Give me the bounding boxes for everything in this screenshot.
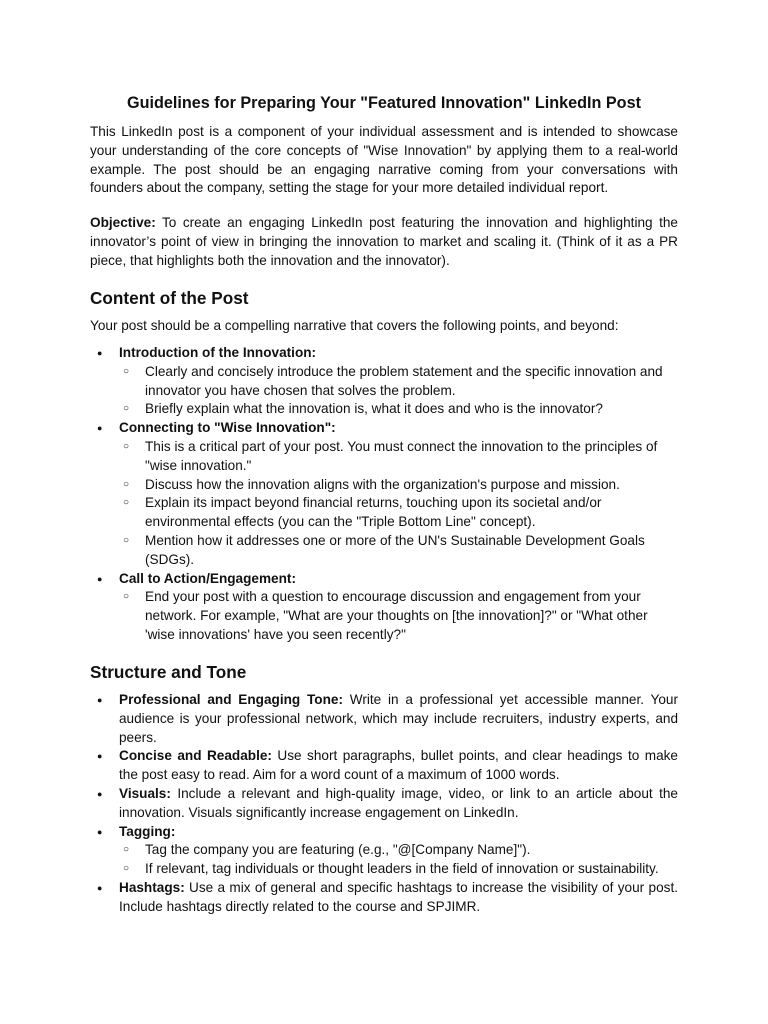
- structure-item-text: Include a relevant and high-quality image, video, or link to an article about the innovation. Visuals significantly increase engagement on LinkedIn.: [119, 785, 678, 820]
- structure-item-text: Use a mix of general and specific hashtags to increase the visibility of your post. Include hashtags directly related to the course and SPJIMR.: [119, 879, 678, 914]
- intro-paragraph: This LinkedIn post is a component of your individual assessment and is intended to showcase your understanding of the core concepts of "Wise Innovation" by applying them to a real-world example. The post should be an engaging narrative coming from your conversations with founders about the company, setting the stage for your more detailed individual report.: [90, 124, 678, 196]
- content-subitem: ○ This is a critical part of your post. You must connect the innovation to the principles of "wise innovation.": [119, 438, 678, 476]
- structure-item-text: Use short paragraphs, bullet points, and clear headings to make the post easy to read. Aim for a word count of a maximum of 1000 words.: [119, 748, 678, 783]
- structure-section-heading: Structure and Tone: [90, 662, 247, 682]
- structure-item-label: Concise and Readable:: [119, 748, 272, 764]
- content-subitem: ○ Explain its impact beyond financial returns, touching upon its societal and/or environmental effects (you can the "Triple Bottom Line" concept).: [119, 494, 678, 532]
- content-section-lead: Your post should be a compelling narrative that covers the following points, and beyond:: [90, 318, 619, 333]
- structure-item-visuals: [90, 785, 678, 823]
- content-list: [90, 344, 678, 645]
- objective-paragraph: [90, 214, 678, 270]
- content-item-introduction: [90, 344, 678, 419]
- tagging-subitem: ○ If relevant, tag individuals or thought leaders in the field of innovation or sustainability.: [119, 860, 678, 879]
- content-item-label: Introduction of the Innovation:: [119, 345, 317, 360]
- content-subitem: ○ Discuss how the innovation aligns with the organization's purpose and mission.: [119, 476, 678, 495]
- content-subitem: ○ Mention how it addresses one or more of the UN's Sustainable Development Goals (SDGs).: [119, 532, 678, 570]
- content-subitem: ○ End your post with a question to encourage discussion and engagement from your network. For example, "What are your thoughts on [the innovation]?" or "What other 'wise innovations' have you seen recently?": [119, 588, 678, 644]
- content-sublist: [119, 588, 678, 644]
- content-item-wise-innovation: [90, 419, 678, 569]
- structure-item-concise: [90, 747, 678, 785]
- content-sublist: [119, 438, 678, 570]
- objective-label: Objective:: [90, 215, 156, 230]
- structure-item-label: Tagging:: [119, 823, 176, 839]
- content-sublist: [119, 363, 678, 419]
- content-item-label: Call to Action/Engagement:: [119, 570, 296, 586]
- structure-item-label: Hashtags:: [119, 879, 185, 895]
- structure-item-hashtags: [90, 879, 678, 917]
- content-item-label: Connecting to "Wise Innovation":: [119, 420, 336, 436]
- content-item-call-to-action: [90, 570, 678, 645]
- objective-text: To create an engaging LinkedIn post featuring the innovation and highlighting the innovator’s point of view in bringing the innovation to market and scaling it. (Think of it as a PR piece, that highlights both the innovation and the innovator).: [90, 215, 678, 268]
- content-subitem: ○ Briefly explain what the innovation is, what it does and who is the innovator?: [119, 400, 678, 419]
- structure-item-tone: [90, 691, 678, 747]
- content-section-heading: Content of the Post: [90, 288, 249, 308]
- structure-item-text: Write in a professional yet accessible manner. Your audience is your professional network, which may include recruiters, industry experts, and peers.: [119, 692, 679, 745]
- document-title: Guidelines for Preparing Your "Featured Innovation" LinkedIn Post: [127, 94, 641, 112]
- structure-item-tagging: [90, 823, 678, 879]
- content-subitem: ○ Clearly and concisely introduce the problem statement and the specific innovation and innovator you have chosen that solves the problem.: [119, 363, 678, 401]
- structure-item-label: Professional and Engaging Tone:: [119, 692, 343, 707]
- tagging-subitem: ○ Tag the company you are featuring (e.g., "@[Company Name]").: [119, 841, 678, 860]
- structure-list: [90, 691, 678, 917]
- structure-item-label: Visuals:: [119, 785, 171, 801]
- tagging-sublist: [119, 841, 678, 879]
